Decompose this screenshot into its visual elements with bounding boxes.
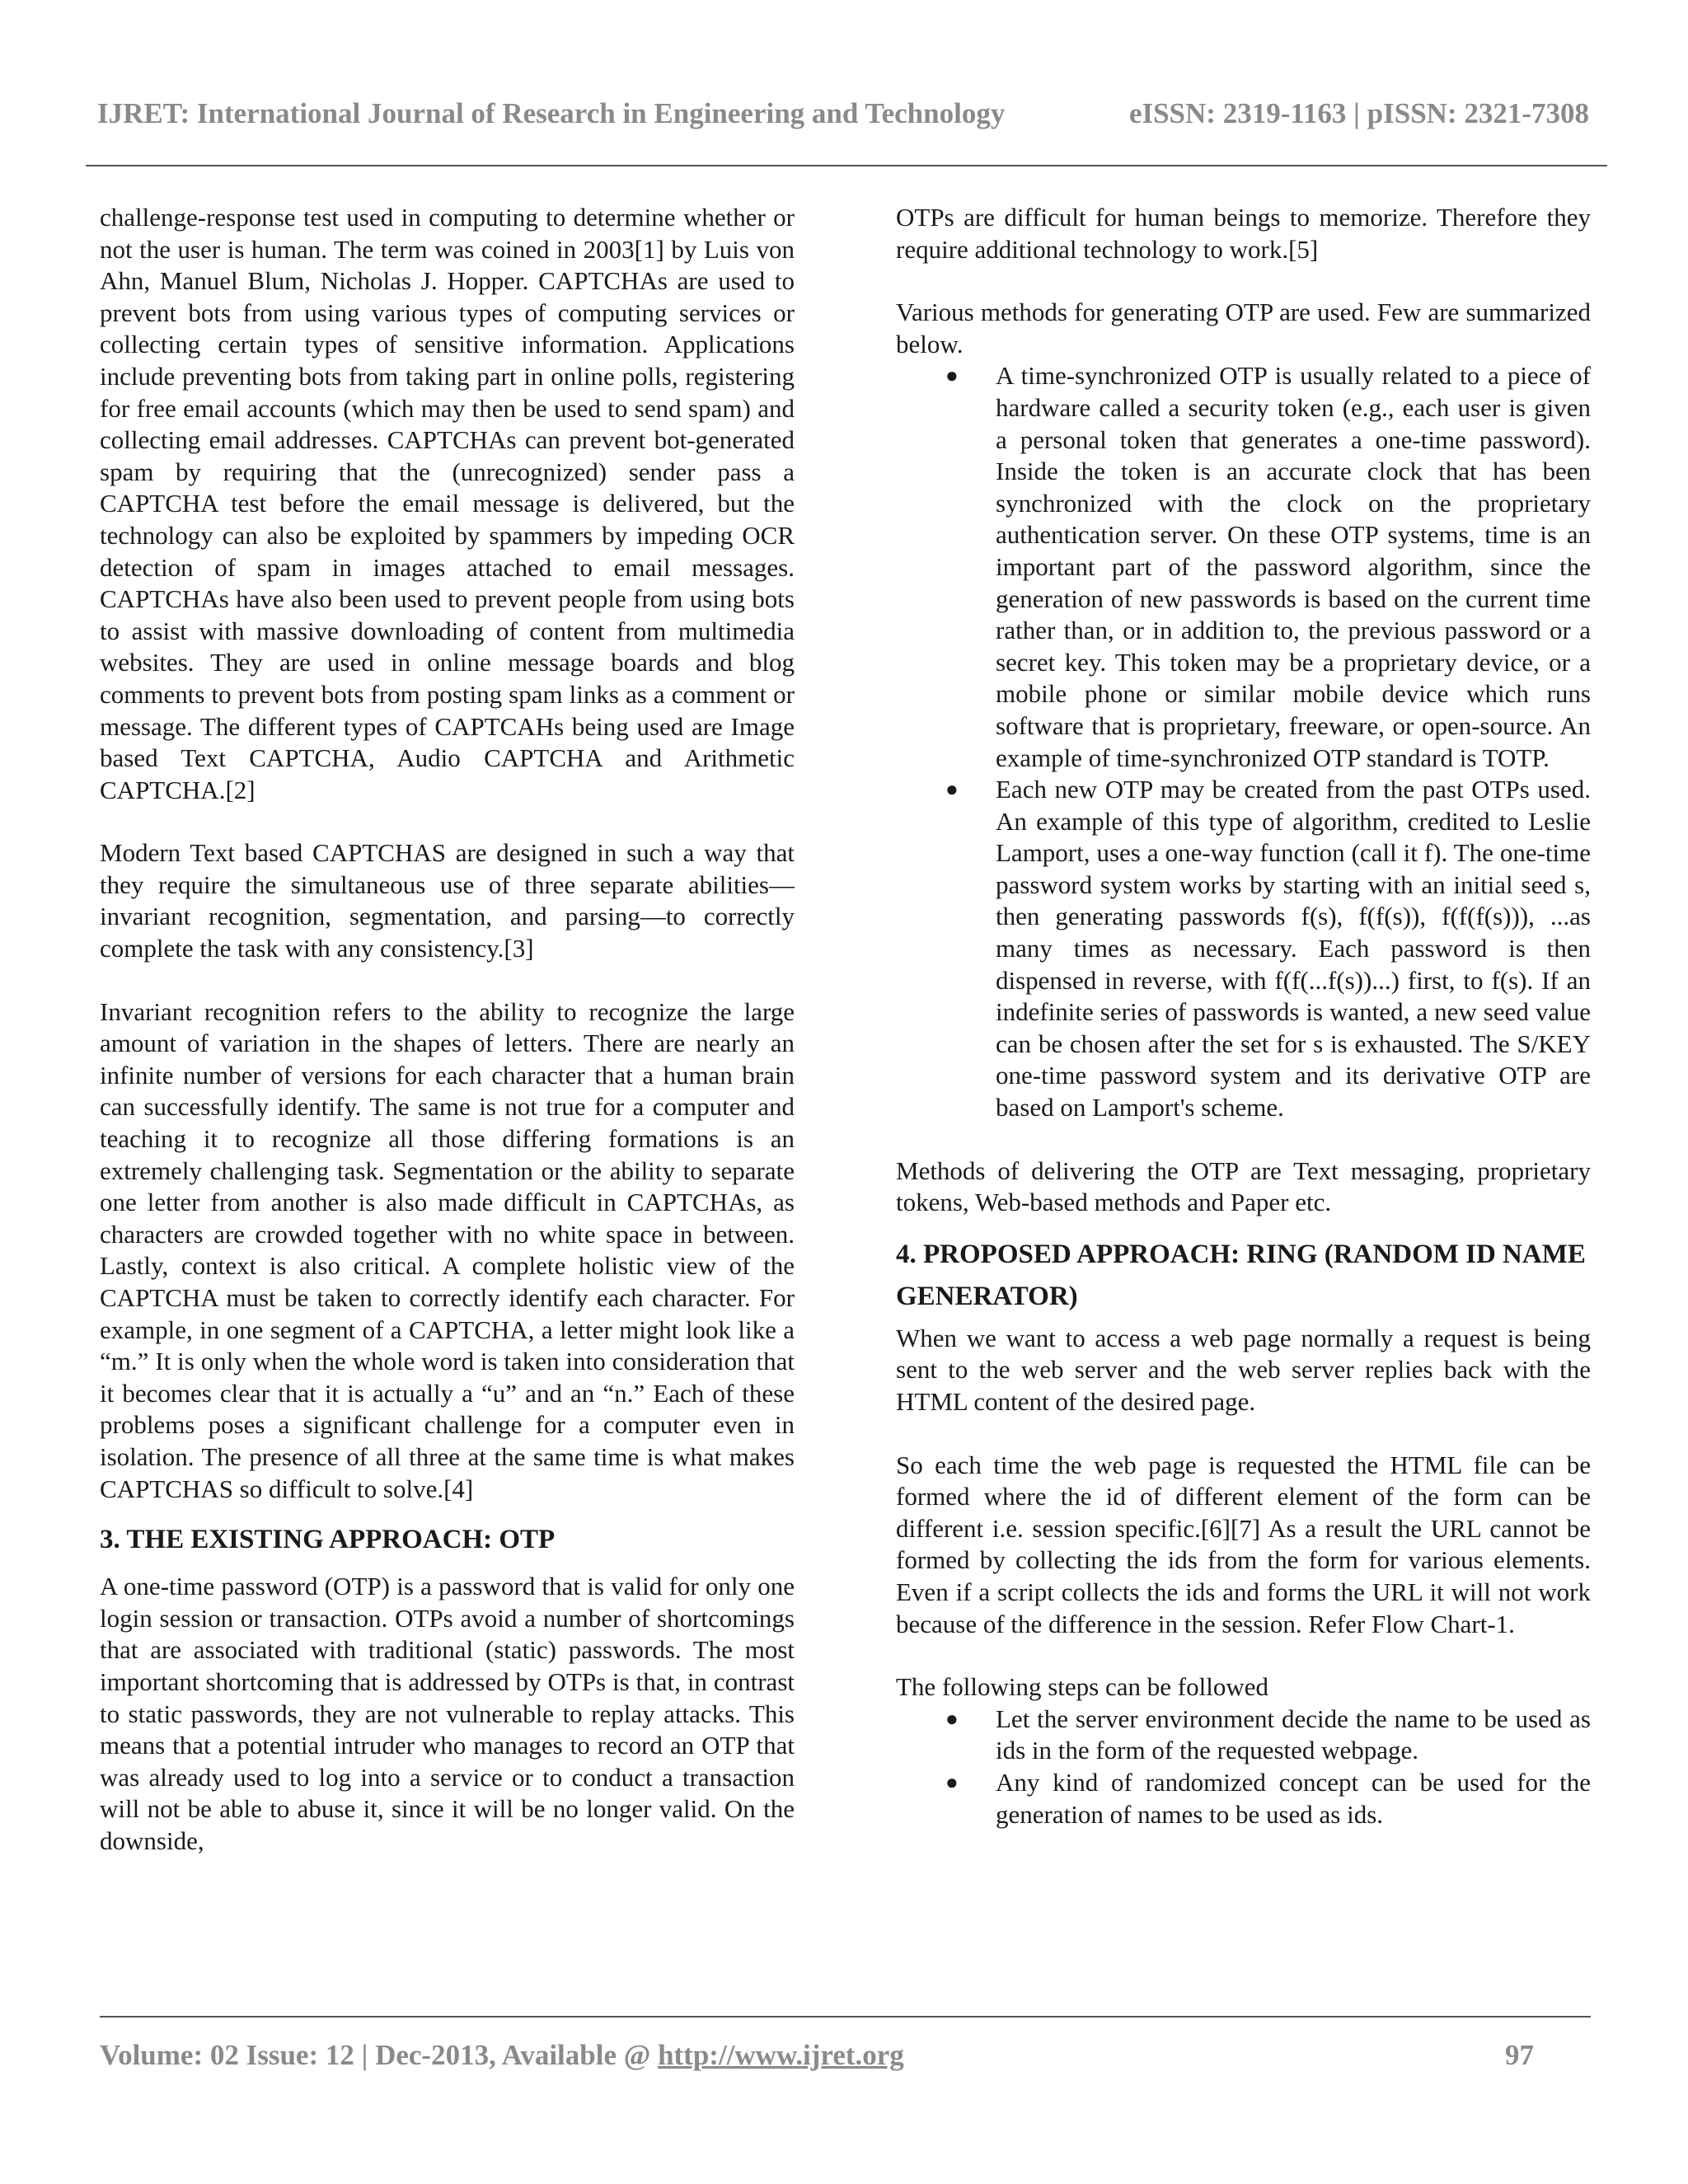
paragraph-steps-intro: The following steps can be followed [896,1672,1268,1702]
list-item: ● A time-synchronized OTP is usually related to a piece of hardware called a security token (e.g., each user is given a personal token that generates a one-time password). Inside the token is an accurate clock that has been synchronized with the clock on the proprietary authentication server. On these OTP systems, time is an important part of the password algorithm, since the generation of new passwords is based on the current time rather than, or in addition to, the previous password or a secret key. This token may be a proprietary device, or a mobile phone or similar mobile device which runs software that is proprietary, freeware, or open-source. An example of time-synchronized OTP standard is TOTP. [945,361,1591,772]
page-number: 97 [1505,2039,1534,2071]
bullet-icon: ● [945,363,959,388]
paragraph-invariant-recognition: Invariant recognition refers to the ability to recognize the large amount of variation in the shapes of letters. There are nearly an infinite number of versions for each character that a human brain can successfully identify. The same is not true for a computer and teaching it to recognize all those differing formations is an extremely challenging task. Segmentation or the ability to separate one letter from another is also made difficult in CAPTCHAs, as characters are crowded together with no white space in between. Lastly, context is also critical. A complete holistic view of the CAPTCHA must be taken to correctly identify each character. For example, in one segment of a CAPTCHA, a letter might look like a “m.” It is only when the whole word is taken into consideration that it becomes clear that it is actually a “u” and an “n.” Each of these problems poses a significant challenge for a computer even in isolation. The presence of all three at the same time is what makes CAPTCHAS so difficult to solve.[4] [100,996,795,1503]
section-heading-otp: 3. THE EXISTING APPROACH: OTP [100,1525,556,1555]
list-item: ● Each new OTP may be created from the past OTPs used. An example of this type of algorithm, credited to Leslie Lamport, uses a one-way function (call it f). The one-time password system works by starting with an initial seed s, then generating passwords f(s), f(f(s)), f(f(f(s))), ...as many times as necessary. Each password is then dispensed in reverse, with f(f(...f(s))...) first, to f(s). If an indefinite series of passwords is wanted, a new seed value can be chosen after the set for s is exhausted. The S/KEY one-time password system and its derivative OTP are based on Lamport's scheme. [945,775,1591,1122]
bullet-icon: ● [945,1706,959,1731]
page-header [97,97,1589,130]
issn-info: eISSN: 2319-1163 | pISSN: 2321-7308 [1128,97,1589,129]
paragraph-captcha-intro: challenge-response test used in computing to determine whether or not the user is human. The term was coined in 2003[1] by Luis von Ahn, Manuel Blum, Nicholas J. Hopper. CAPTCHAs are used to prevent bots from using various types of computing services or collecting certain types of sensitive information. Applications include preventing bots from taking part in online polls, registering for free email accounts (which may then be used to send spam) and collecting email addresses. CAPTCHAs can prevent bot-generated spam by requiring that the (unrecognized) sender pass a CAPTCHA test before the email message is delivered, but the technology can also be exploited by spammers by impeding OCR detection of spam in images attached to email messages. CAPTCHAs have also been used to prevent people from using bots to assist with massive downloading of content from multimedia websites. They are used in online message boards and blog comments to prevent bots from posting spam links as a comment or message. The different types of CAPTCAHs being used are Image based Text CAPTCHA, Audio CAPTCHA and Arithmetic CAPTCHA.[2] [100,203,795,804]
list-item: ● Let the server environment decide the name to be used as ids in the form of the requested webpage. [945,1704,1591,1765]
steps-list [896,1704,1591,1830]
paragraph-otp-definition: A one-time password (OTP) is a password that is valid for only one login session or transaction. OTPs avoid a number of shortcomings that are associated with traditional (static) passwords. The most important shortcoming that is addressed by OTPs is that, in contrast to static passwords, they are not vulnerable to replay attacks. This means that a potential intruder who manages to record an OTP that was already used to log into a service or to conduct a transaction will not be able to abuse it, since it will be no longer valid. On the downside, [100,1572,795,1855]
journal-title: IJRET: International Journal of Research in Engineering and Technology [97,97,1006,129]
paragraph-otp-memorize: OTPs are difficult for human beings to memorize. Therefore they require additional technology to work.[5] [896,203,1591,264]
paragraph-modern-captcha: Modern Text based CAPTCHAS are designed in such a way that they require the simultaneous use of three separate abilities—invariant recognition, segmentation, and parsing—to correctly complete the task with any consistency.[3] [100,838,795,963]
footer-rule [100,2016,1591,2018]
bullet-icon: ● [945,777,959,802]
page-footer [100,2039,1534,2072]
paragraph-otp-methods: Various methods for generating OTP are used. Few are summarized below. [896,298,1591,359]
journal-url-link[interactable]: http://www.ijret.org [658,2039,904,2071]
paragraph-session-ids: So each time the web page is requested the HTML file can be formed where the id of different element of the form can be different i.e. session specific.[6][7] As a result the URL cannot be formed by collecting the ids from the form for various elements. Even if a script collects the ids and forms the URL it will not work because of the difference in the session. Refer Flow Chart-1. [896,1450,1591,1638]
paragraph-otp-delivery: Methods of delivering the OTP are Text messaging, proprietary tokens, Web-based methods and Paper etc. [896,1155,1591,1217]
bullet-icon: ● [945,1769,959,1794]
footer-volume-info: Volume: 02 Issue: 12 | Dec-2013, Available @ http://www.ijret.org [100,2039,904,2071]
list-item: ● Any kind of randomized concept can be used for the generation of names to be used as ids. [945,1767,1591,1829]
paragraph-web-request: When we want to access a web page normally a request is being sent to the web server and the web server replies back with the HTML content of the desired page. [896,1323,1591,1416]
header-rule [86,165,1607,166]
otp-method-list [896,360,1591,1123]
right-column [896,202,1591,1862]
section-heading-proposed: 4. PROPOSED APPROACH: RING (RANDOM ID NAME GENERATOR) [896,1239,1586,1311]
left-column [100,202,795,1889]
